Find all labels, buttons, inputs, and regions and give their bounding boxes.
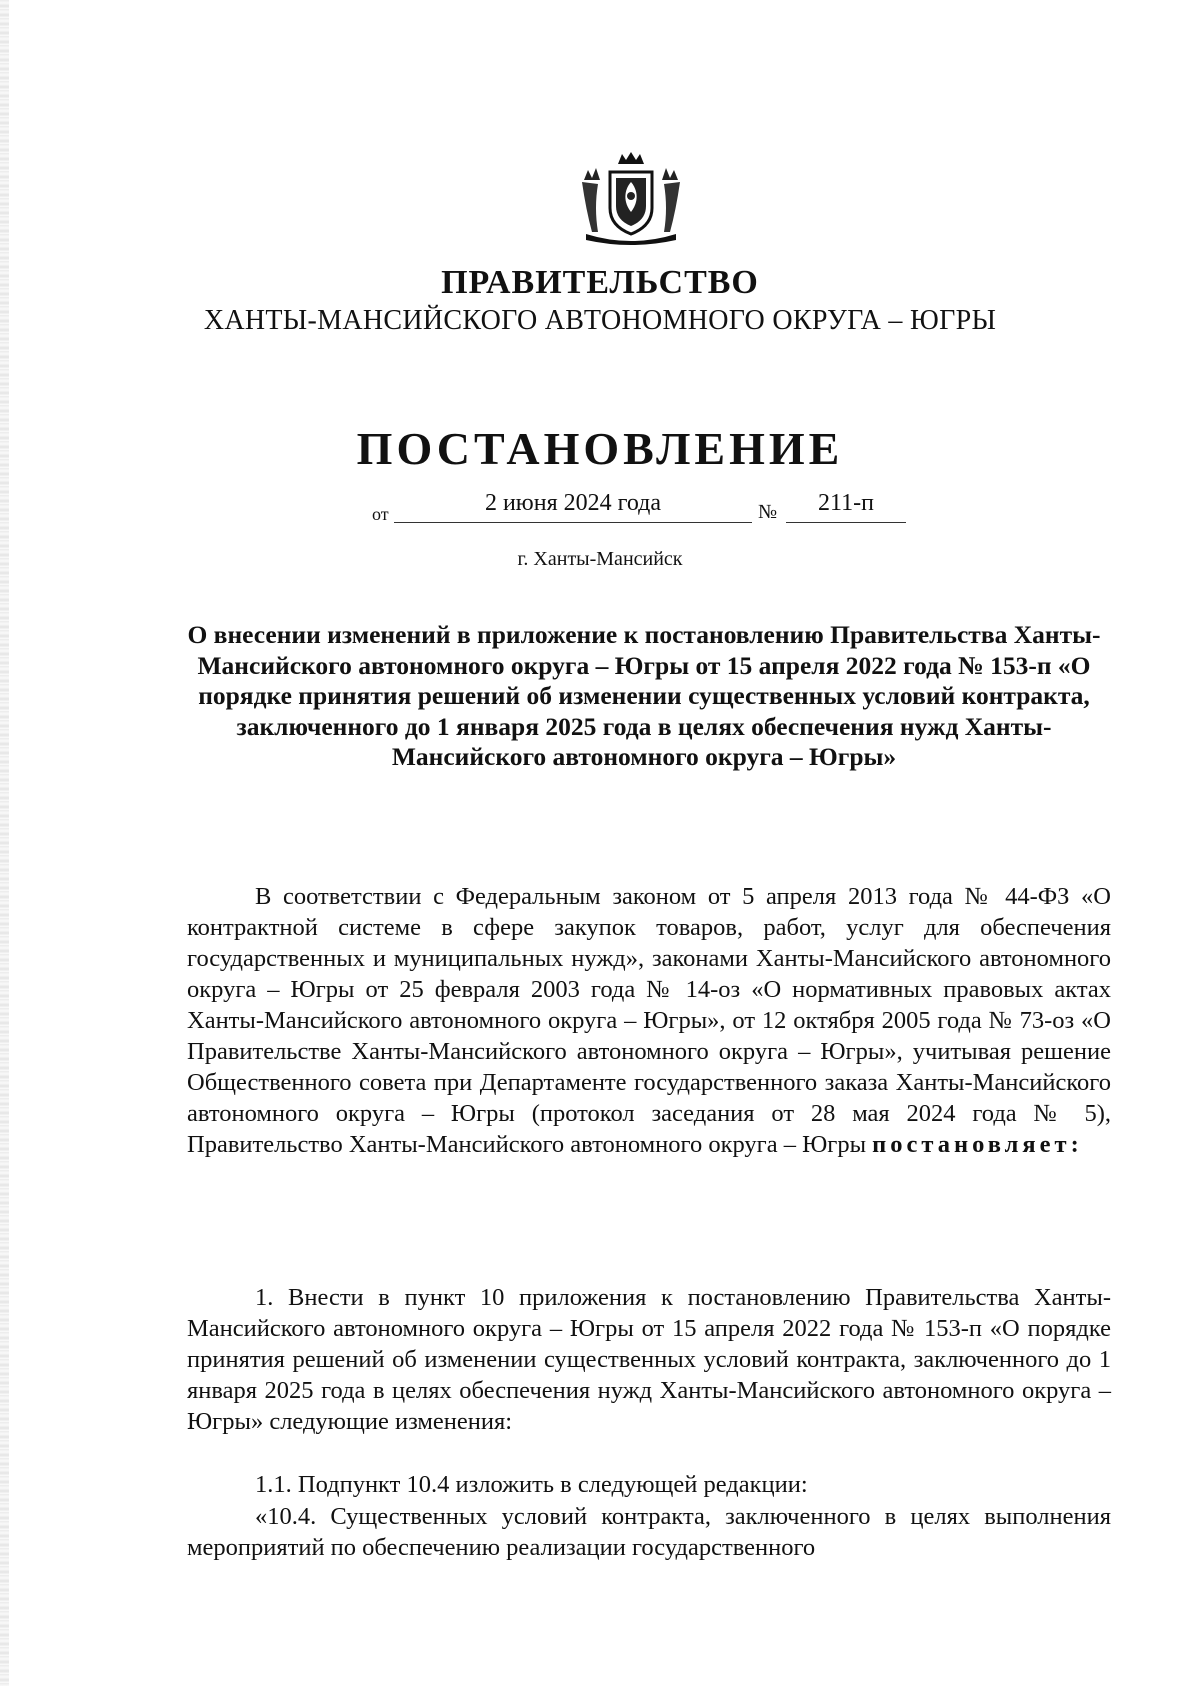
preamble-paragraph: [187, 881, 1111, 1160]
document-type-heading: ПОСТАНОВЛЕНИЕ: [356, 423, 844, 474]
item-1-paragraph: 1. Внести в пункт 10 приложения к постановлению Правительства Ханты-Мансийского автономного округа – Югры от 15 апреля 2022 года № 153-п «О порядке принятия решений об изменении существенных условий контракта, заключенного до 1 января 2025 года в целях обеспечения нужд Ханты-Мансийского автономного округа – Югры» следующие изменения:: [187, 1284, 1111, 1435]
scan-edge-artifact: [0, 0, 9, 1686]
document-date: 2 июня 2024 года: [394, 490, 752, 523]
region-name: ХАНТЫ-МАНСИЙСКОГО АВТОНОМНОГО ОКРУГА – ЮГРЫ: [203, 305, 997, 336]
resolution-word: постановляет:: [872, 1131, 1083, 1158]
date-prefix-label: от: [372, 504, 389, 524]
item-1-1-paragraph: 1.1. Подпункт 10.4 изложить в следующей редакции:: [255, 1471, 808, 1498]
organization-name: ПРАВИТЕЛЬСТВО: [441, 264, 759, 301]
city-line: г. Ханты-Мансийск: [517, 548, 683, 570]
document-number: 211-п: [786, 490, 906, 523]
document-title: О внесении изменений в приложение к постановлению Правительства Ханты-Мансийского автономного округа – Югры от 15 апреля 2022 года № 153-п «О порядке принятия решений об изменении существенных условий контракта, заключенного до 1 января 2025 года в целях обеспечения нужд Ханты-Мансийского автономного округа – Югры»: [187, 620, 1101, 771]
coat-of-arms-emblem: [578, 150, 684, 246]
item-10-4-paragraph: «10.4. Существенных условий контракта, заключенного в целях выполнения мероприятий по обеспечению реализации государственного: [187, 1503, 1111, 1561]
preamble-text: В соответствии с Федеральным законом от 5 апреля 2013 года № 44-ФЗ «О контрактной системе в сфере закупок товаров, работ, услуг для обеспечения государственных и муниципальных нужд», законами Ханты-Мансийского автономного округа – Югры от 25 февраля 2003 года № 14-оз «О нормативных правовых актах Ханты-Мансийского автономного округа – Югры», от 12 октября 2005 года № 73-оз «О Правительстве Ханты-Мансийского автономного округа – Югры», учитывая решение Общественного совета при Департаменте государственного заказа Ханты-Мансийского автономного округа – Югры (протокол заседания от 28 мая 2024 года № 5), Правительство Ханты-Мансийского автономного округа – Югры: [187, 883, 1111, 1158]
number-sign-label: №: [758, 501, 778, 523]
date-number-line: [0, 490, 1200, 530]
